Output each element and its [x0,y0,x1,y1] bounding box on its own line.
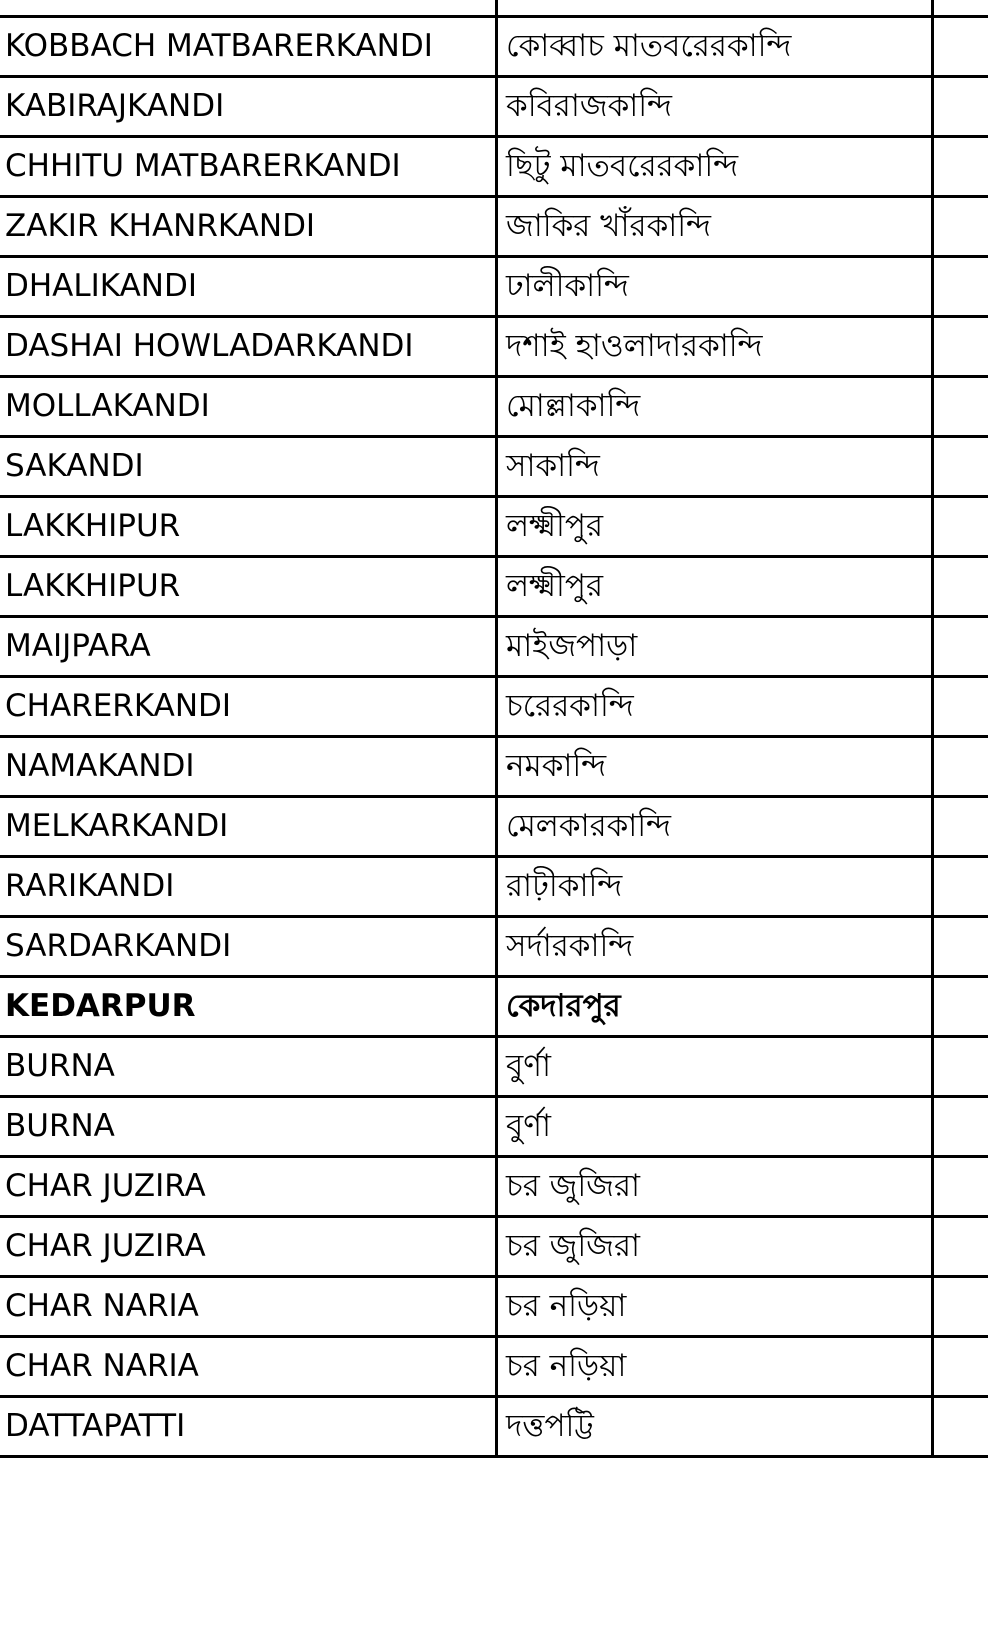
table-row [0,197,988,257]
bangla-name-cell: লক্ষ্মীপুর [497,557,933,617]
bangla-name-cell: নমকান্দি [497,737,933,797]
english-name-cell: KOBBACH MATBARERKANDI [0,17,497,77]
right-edge-cell [933,977,988,1037]
bangla-name-cell: কবিরাজকান্দি [497,77,933,137]
table-row [0,557,988,617]
english-name-cell: LAKKHIPUR [0,497,497,557]
bangla-name-cell: সর্দারকান্দি [497,917,933,977]
bangla-name-cell: দশাই হাওলাদারকান্দি [497,317,933,377]
bangla-name-cell: রাঢ়ীকান্দি [497,857,933,917]
right-edge-cell [933,377,988,437]
bangla-name-cell: চর জুজিরা [497,1157,933,1217]
right-edge-cell [933,0,988,17]
bangla-name-cell: ঢালীকান্দি [497,257,933,317]
bangla-name-cell [497,0,933,17]
table-row [0,917,988,977]
right-edge-cell [933,797,988,857]
bangla-name-cell: কোব্বাচ মাতবরেরকান্দি [497,17,933,77]
english-name-cell: DASHAI HOWLADARKANDI [0,317,497,377]
table-row [0,1157,988,1217]
right-edge-cell [933,137,988,197]
right-edge-cell [933,77,988,137]
english-name-cell: SAKANDI [0,437,497,497]
table-row [0,617,988,677]
bangla-name-cell: মোল্লাকান্দি [497,377,933,437]
english-name-cell [0,0,497,17]
english-name-cell: MELKARKANDI [0,797,497,857]
right-edge-cell [933,677,988,737]
bangla-name-cell: মাইজপাড়া [497,617,933,677]
table-row [0,17,988,77]
english-name-cell: MOLLAKANDI [0,377,497,437]
english-name-cell: CHHITU MATBARERKANDI [0,137,497,197]
english-name-cell: DHALIKANDI [0,257,497,317]
right-edge-cell [933,917,988,977]
bangla-name-cell: মেলকারকান্দি [497,797,933,857]
right-edge-cell [933,1097,988,1157]
english-name-cell: NAMAKANDI [0,737,497,797]
table-row [0,137,988,197]
table-row [0,677,988,737]
english-name-cell: BURNA [0,1037,497,1097]
right-edge-cell [933,557,988,617]
right-edge-cell [933,1037,988,1097]
bangla-name-cell: বুর্ণা [497,1097,933,1157]
right-edge-cell [933,617,988,677]
table-row [0,797,988,857]
table-row [0,77,988,137]
table-row [0,437,988,497]
bangla-name-cell: কেদারপুর [497,977,933,1037]
right-edge-cell [933,1217,988,1277]
table-row [0,317,988,377]
bangla-name-cell: চরেরকান্দি [497,677,933,737]
table-row [0,0,988,17]
english-name-cell: MAIJPARA [0,617,497,677]
english-name-cell: CHAR JUZIRA [0,1217,497,1277]
right-edge-cell [933,257,988,317]
bangla-name-cell: লক্ষ্মীপুর [497,497,933,557]
bangla-name-cell: জাকির খাঁরকান্দি [497,197,933,257]
english-name-cell: KABIRAJKANDI [0,77,497,137]
bangla-name-cell: দত্তপট্টি [497,1397,933,1457]
table-row [0,257,988,317]
right-edge-cell [933,1397,988,1457]
table-row [0,1337,988,1397]
table-row [0,1097,988,1157]
table-row [0,1397,988,1457]
bangla-name-cell: চর নড়িয়া [497,1337,933,1397]
table-row [0,977,988,1037]
bangla-name-cell: সাকান্দি [497,437,933,497]
bangla-name-cell: ছিটু মাতবরেরকান্দি [497,137,933,197]
english-name-cell: CHAR NARIA [0,1337,497,1397]
right-edge-cell [933,1337,988,1397]
bangla-name-cell: চর জুজিরা [497,1217,933,1277]
english-name-cell: RARIKANDI [0,857,497,917]
right-edge-cell [933,317,988,377]
right-edge-cell [933,857,988,917]
table-row [0,1217,988,1277]
english-name-cell: BURNA [0,1097,497,1157]
table-row [0,1277,988,1337]
right-edge-cell [933,197,988,257]
right-edge-cell [933,17,988,77]
table-row [0,497,988,557]
table-row [0,737,988,797]
english-name-cell: CHAR NARIA [0,1277,497,1337]
english-name-cell: ZAKIR KHANRKANDI [0,197,497,257]
table-row [0,1037,988,1097]
english-name-cell: CHAR JUZIRA [0,1157,497,1217]
right-edge-cell [933,1157,988,1217]
bangla-name-cell: বুর্ণা [497,1037,933,1097]
english-name-cell: SARDARKANDI [0,917,497,977]
english-name-cell: CHARERKANDI [0,677,497,737]
right-edge-cell [933,737,988,797]
bangla-name-cell: চর নড়িয়া [497,1277,933,1337]
english-name-cell: LAKKHIPUR [0,557,497,617]
table-row [0,377,988,437]
english-name-cell: KEDARPUR [0,977,497,1037]
english-name-cell: DATTAPATTI [0,1397,497,1457]
right-edge-cell [933,1277,988,1337]
right-edge-cell [933,437,988,497]
right-edge-cell [933,497,988,557]
table-row [0,857,988,917]
